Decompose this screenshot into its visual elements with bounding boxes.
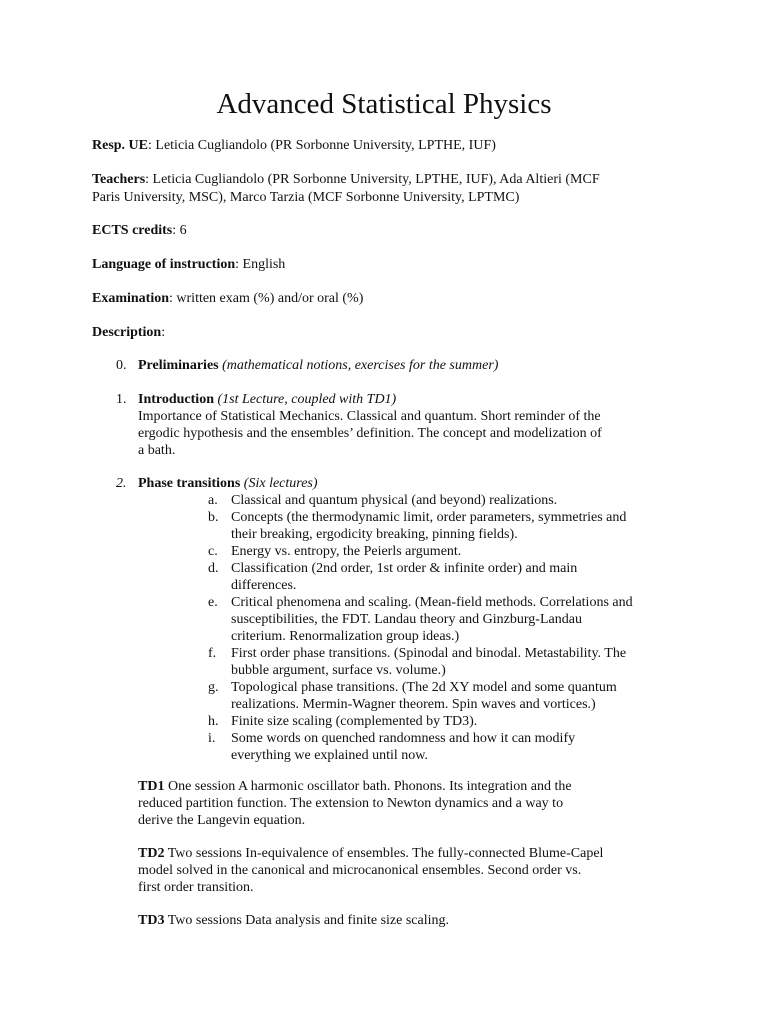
list-item-line: Finite size scaling (complemented by TD3). bbox=[231, 714, 478, 729]
section-note: (Six lectures) bbox=[240, 476, 318, 491]
td3-text: Two sessions Data analysis and finite size scaling. bbox=[164, 913, 449, 928]
list-item-letter: d. bbox=[208, 561, 219, 576]
ects-line bbox=[92, 222, 187, 239]
teachers-line-2: Paris University, MSC), Marco Tarzia (MCF Sorbonne University, LPTMC) bbox=[92, 190, 520, 205]
examination-label: Examination bbox=[92, 291, 170, 306]
list-item-letter: h. bbox=[208, 714, 219, 729]
ects-text: : 6 bbox=[172, 223, 187, 238]
td2-line-1 bbox=[138, 845, 603, 862]
list-item-line: bubble argument, surface vs. volume.) bbox=[231, 663, 446, 678]
list-item-line: Some words on quenched randomness and how it can modify bbox=[231, 731, 576, 746]
list-item-line: everything we explained until now. bbox=[231, 748, 428, 763]
list-item-letter: g. bbox=[208, 680, 219, 695]
section-note: (mathematical notions, exercises for the summer) bbox=[218, 358, 499, 373]
td2-text: Two sessions In-equivalence of ensembles. The fully-connected Blume-Capel bbox=[164, 846, 604, 861]
section-preliminaries bbox=[138, 357, 498, 374]
teachers-line-1 bbox=[92, 171, 600, 188]
language-label: Language of instruction bbox=[92, 257, 236, 272]
list-item-line: First order phase transitions. (Spinodal and binodal. Metastability. The bbox=[231, 646, 627, 661]
td1-line-2: reduced partition function. The extension to Newton dynamics and a way to bbox=[138, 796, 564, 811]
language-text: : English bbox=[235, 257, 286, 272]
language-line bbox=[92, 256, 285, 273]
section-heading: Introduction bbox=[138, 392, 214, 407]
teachers-text-1: : Leticia Cugliandolo (PR Sorbonne University, LPTHE, IUF), Ada Altieri (MCF bbox=[145, 172, 600, 187]
section-body-line: Importance of Statistical Mechanics. Classical and quantum. Short reminder of the bbox=[138, 409, 601, 424]
section-body-line: a bath. bbox=[138, 443, 176, 458]
description-line bbox=[92, 324, 165, 341]
list-item-line: differences. bbox=[231, 578, 297, 593]
td1-line-1 bbox=[138, 778, 572, 795]
td1-line-3: derive the Langevin equation. bbox=[138, 813, 306, 828]
resp-ue-text: : Leticia Cugliandolo (PR Sorbonne University, LPTHE, IUF) bbox=[148, 138, 496, 153]
list-item-letter: i. bbox=[208, 731, 216, 746]
list-item-letter: e. bbox=[208, 595, 218, 610]
list-item-line: Classical and quantum physical (and beyond) realizations. bbox=[231, 493, 558, 508]
section-phase-transitions bbox=[138, 475, 318, 492]
list-item-letter: b. bbox=[208, 510, 219, 525]
list-item-line: realizations. Mermin-Wagner theorem. Spin waves and vortices.) bbox=[231, 697, 596, 712]
section-number: 0. bbox=[116, 358, 127, 373]
list-item-line: criterium. Renormalization group ideas.) bbox=[231, 629, 460, 644]
section-body-line: ergodic hypothesis and the ensembles’ definition. The concept and modelization of bbox=[138, 426, 602, 441]
resp-ue-label: Resp. UE bbox=[92, 138, 149, 153]
description-colon: : bbox=[161, 325, 166, 340]
page-title: Advanced Statistical Physics bbox=[216, 88, 552, 120]
list-item-letter: f. bbox=[208, 646, 217, 661]
list-item-line: Topological phase transitions. (The 2d XY model and some quantum bbox=[231, 680, 617, 695]
teachers-label: Teachers bbox=[92, 172, 146, 187]
list-item-line: Critical phenomena and scaling. (Mean-field methods. Correlations and bbox=[231, 595, 633, 610]
td3-line-1 bbox=[138, 912, 449, 929]
section-number: 1. bbox=[116, 392, 127, 407]
td2-label: TD2 bbox=[138, 846, 165, 861]
section-heading: Phase transitions bbox=[138, 476, 241, 491]
section-introduction bbox=[138, 391, 396, 408]
ects-label: ECTS credits bbox=[92, 223, 173, 238]
resp-ue-line bbox=[92, 137, 496, 154]
list-item-line: Classification (2nd order, 1st order & infinite order) and main bbox=[231, 561, 578, 576]
section-number: 2. bbox=[116, 476, 127, 491]
list-item-letter: a. bbox=[208, 493, 218, 508]
section-note: (1st Lecture, coupled with TD1) bbox=[213, 392, 397, 407]
td1-label: TD1 bbox=[138, 779, 165, 794]
list-item-letter: c. bbox=[208, 544, 218, 559]
td2-line-3: first order transition. bbox=[138, 880, 254, 895]
examination-line bbox=[92, 290, 363, 307]
description-label: Description bbox=[92, 325, 162, 340]
td3-label: TD3 bbox=[138, 913, 165, 928]
section-heading: Preliminaries bbox=[138, 358, 219, 373]
list-item-line: susceptibilities, the FDT. Landau theory and Ginzburg-Landau bbox=[231, 612, 582, 627]
td2-line-2: model solved in the canonical and microcanonical ensembles. Second order vs. bbox=[138, 863, 582, 878]
list-item-line: Energy vs. entropy, the Peierls argument. bbox=[231, 544, 462, 559]
td1-text: One session A harmonic oscillator bath. Phonons. Its integration and the bbox=[164, 779, 572, 794]
list-item-line: their breaking, ergodicity breaking, pinning fields). bbox=[231, 527, 518, 542]
list-item-line: Concepts (the thermodynamic limit, order parameters, symmetries and bbox=[231, 510, 627, 525]
examination-text: : written exam (%) and/or oral (%) bbox=[169, 291, 364, 306]
